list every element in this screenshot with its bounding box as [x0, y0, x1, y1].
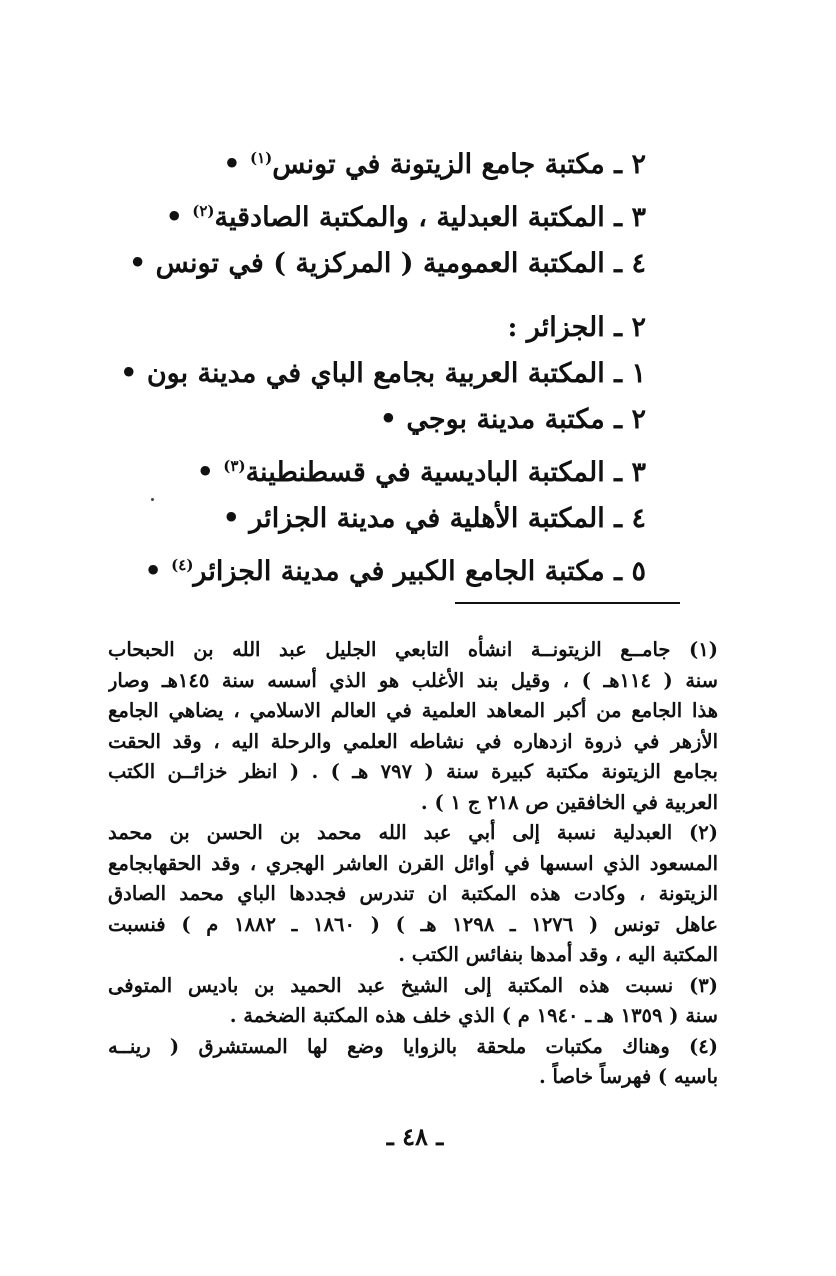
stray-mark [151, 498, 154, 501]
footnote-line: بجامع الزيتونة مكتبة كبيرة سنة ( ٧٩٧ هـ ) . ( انظر خزائــن الكتب [108, 760, 718, 783]
footnote-line: الأزهر في ذروة ازدهاره في نشاطه العلمي والرحلة اليه ، وقد الحقت [108, 729, 718, 753]
footnote-line: سنة ( ١١٤هـ ) ، وقيل بند الأغلب هو الذي أسسه سنة ١٤٥هـ وصار [108, 668, 718, 692]
footnote-line: المكتبة اليه ، وقد أمدها بنفائس الكتب . [398, 943, 718, 966]
footnote-line: عاهل تونس ( ١٢٧٦ ـ ١٢٩٨ هـ ) ( ١٨٦٠ ـ ١٨٨٢ م ) فنسبت [108, 912, 718, 936]
footnote-line: هذا الجامع من أكبر المعاهد العلمية في العالم الاسلامي ، يضاهي الجامع [108, 699, 718, 722]
page-number: ـ ٤٨ ـ [386, 1122, 444, 1151]
footnote-line: (٢) العبدلية نسبة إلى أبي عبد الله محمد بن الحسن بن محمد [108, 821, 718, 844]
footnote-4 [108, 1032, 718, 1093]
footnote-line: العربية في الخافقين ص ٢١٨ ج ١ ) . [420, 790, 718, 814]
list-item: ٤ ـ المكتبة العمومية ( المركزية ) في تونس • [128, 248, 646, 279]
section-heading: ٢ ـ الجزائر : [507, 312, 646, 343]
footnote-line: الزيتونة ، وكادت هذه المكتبة ان تندرس فجددها الباي محمد الصادق [108, 882, 718, 905]
footnote-line: باسيه ) فهرساً خاصاً . [538, 1065, 718, 1088]
list-item: ٢ ـ مكتبة جامع الزيتونة في تونس$^{(١)}$ • [223, 149, 646, 180]
footnote-line: (١) جامــع الزيتونــة انشأه التابعي الجليل عبد الله بن الحبحاب [108, 638, 718, 661]
list-item: ٣ ـ المكتبة الباديسية في قسطنطينة$^{(٣)}$ • [196, 457, 646, 488]
library-list [120, 135, 646, 595]
footnote-divider [455, 602, 680, 604]
footnote-line: (٤) وهناك مكتبات ملحقة بالزوايا وضع لها المستشرق ( رينــه [108, 1034, 718, 1058]
footnote-line: المسعود الذي اسسها في أوائل القرن العاشر الهجري ، وقد الحقهابجامع [108, 851, 718, 875]
footnote-line: (٣) نسبت هذه المكتبة إلى الشيخ عبد الحميد بن باديس المتوفى [108, 973, 718, 997]
list-item: ٥ ـ مكتبة الجامع الكبير في مدينة الجزائر$^{(٤)}$ • [144, 556, 646, 587]
list-item: ١ ـ المكتبة العربية بجامع الباي في مدينة بون • [120, 358, 646, 389]
footnote-line: سنة ( ١٣٥٩ هـ ـ ١٩٤٠ م ) الذي خلف هذه المكتبة الضخمة . [229, 1004, 718, 1027]
footnote-2 [108, 818, 718, 971]
list-item: ٢ ـ مكتبة مدينة بوجي • [379, 404, 646, 435]
list-item: ٣ ـ المكتبة العبدلية ، والمكتبة الصادقية$^{(٢)}$ • [165, 202, 646, 233]
list-item: ٤ ـ المكتبة الأهلية في مدينة الجزائر • [222, 503, 646, 534]
footnote-3 [108, 971, 718, 1032]
footnotes [108, 635, 718, 1093]
footnote-1 [108, 635, 718, 818]
